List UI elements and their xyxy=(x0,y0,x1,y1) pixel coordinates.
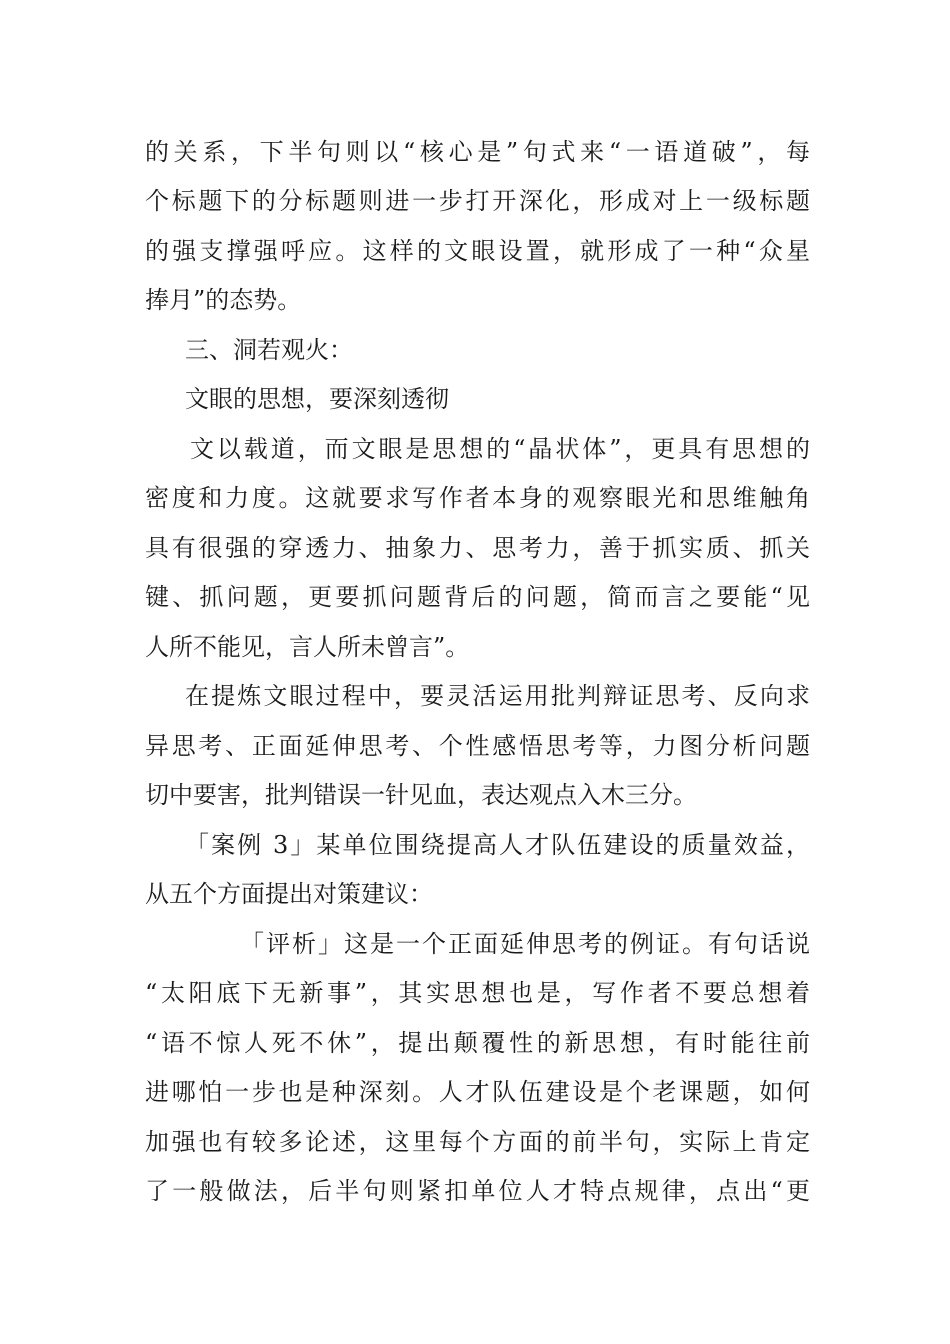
paragraph-line: 密度和力度。这就要求写作者本身的观察眼光和思维触角 xyxy=(145,484,810,512)
case-line: 「案例 3」某单位围绕提高人才队伍建设的质量效益， xyxy=(185,831,810,859)
paragraph-line: 切中要害，批判错误一针见血，表达观点入木三分。 xyxy=(145,781,697,809)
paragraph-line: 个标题下的分标题则进一步打开深化，形成对上一级标题 xyxy=(145,187,810,215)
analysis-line: 加强也有较多论述，这里每个方面的前半句，实际上肯定 xyxy=(145,1128,810,1156)
paragraph-line: 异思考、正面延伸思考、个性感悟思考等，力图分析问题 xyxy=(145,732,810,760)
paragraph-line: 键、抓问题，更要抓问题背后的问题，简而言之要能“见 xyxy=(145,583,810,611)
analysis-line: 「评析」这是一个正面延伸思考的例证。有句话说 xyxy=(240,930,810,958)
paragraph-line: 具有很强的穿透力、抽象力、思考力，善于抓实质、抓关 xyxy=(145,534,810,562)
analysis-line: 了一般做法，后半句则紧扣单位人才特点规律，点出“更 xyxy=(145,1177,810,1205)
case-line: 从五个方面提出对策建议： xyxy=(145,880,433,908)
paragraph-line: 的关系，下半句则以“核心是”句式来“一语道破”，每 xyxy=(145,138,810,166)
section-subheading: 文眼的思想，要深刻透彻 xyxy=(185,385,449,413)
paragraph-line: 人所不能见，言人所未曾言”。 xyxy=(145,633,470,661)
paragraph-line: 文以载道，而文眼是思想的“晶状体”，更具有思想的 xyxy=(190,435,810,463)
paragraph-line: 捧月”的态势。 xyxy=(145,286,302,314)
paragraph-line: 的强支撑强呼应。这样的文眼设置，就形成了一种“众星 xyxy=(145,237,810,265)
analysis-line: “太阳底下无新事”，其实思想也是，写作者不要总想着 xyxy=(145,979,810,1007)
analysis-line: 进哪怕一步也是种深刻。人才队伍建设是个老课题，如何 xyxy=(145,1078,810,1106)
paragraph-line: 在提炼文眼过程中，要灵活运用批判辩证思考、反向求 xyxy=(185,682,810,710)
section-heading: 三、洞若观火： xyxy=(185,336,353,364)
analysis-line: “语不惊人死不休”，提出颠覆性的新思想，有时能往前 xyxy=(145,1029,810,1057)
